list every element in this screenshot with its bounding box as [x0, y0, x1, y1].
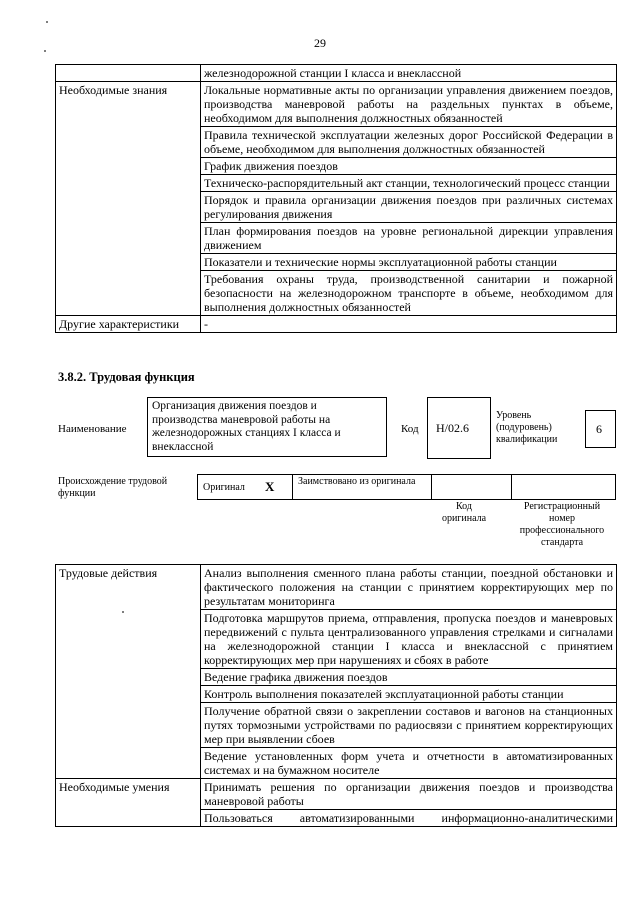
- table-row: [56, 82, 617, 127]
- row-value: Принимать решения по организации движения поездов и производства маневровой работы: [201, 779, 617, 810]
- row-value: Техническо-распорядительный акт станции, технологический процесс станции: [201, 175, 617, 192]
- reg-caption: Регистрационный номер профессионального стандарта: [519, 501, 605, 548]
- origin-divider: [511, 475, 512, 499]
- section-heading: 3.8.2. Трудовая функция: [58, 370, 195, 384]
- row-label: [56, 65, 201, 82]
- name-label: Наименование: [58, 423, 127, 435]
- row-value: Ведение графика движения поездов: [201, 669, 617, 686]
- code-caption: Код оригинала: [441, 501, 487, 524]
- origin-box: [197, 474, 616, 500]
- origin-divider: [431, 475, 432, 499]
- requirements-table-bottom: [55, 564, 617, 827]
- original-label: Оригинал: [203, 482, 245, 493]
- row-value: Локальные нормативные акты по организации управления движением поездов, производства маневровой работы на раздельных пунктах в объеме, необходимом для выполнения должностных обязанностей: [201, 82, 617, 127]
- code-box: [427, 397, 491, 459]
- scan-speck: [46, 21, 48, 23]
- row-value: железнодорожной станции I класса и внеклассной: [201, 65, 617, 82]
- row-value: Получение обратной связи о закреплении составов и вагонов на станционных путях тормозными устройствами по радиосвязи с принятием корректирующих мер при выявлении сбоев: [201, 703, 617, 748]
- code-label: Код: [401, 423, 419, 435]
- requirements-table-top: [55, 64, 617, 333]
- row-value: Показатели и технические нормы эксплуатационной работы станции: [201, 254, 617, 271]
- origin-label: Происхождение трудовой функции: [58, 476, 168, 499]
- row-label-actions: Трудовые действия: [56, 565, 201, 779]
- row-value: План формирования поездов на уровне региональной дирекции управления движением: [201, 223, 617, 254]
- origin-divider: [292, 475, 293, 499]
- row-label-other: Другие характеристики: [56, 316, 201, 333]
- row-value: -: [201, 316, 617, 333]
- original-mark: X: [265, 479, 275, 494]
- row-value: Порядок и правила организации движения поездов при различных системах регулирования движения: [201, 192, 617, 223]
- row-value: Пользоваться автоматизированными информационно-аналитическими: [201, 810, 617, 827]
- page-number: 29: [314, 36, 326, 50]
- table-row: [56, 65, 617, 82]
- table-row: [56, 316, 617, 333]
- borrowed-label: Заимствовано из оригинала: [298, 476, 416, 487]
- row-label-skills: Необходимые умения: [56, 779, 201, 827]
- row-value: Анализ выполнения сменного плана работы станции, поездной обстановки и фактического положения на станции с принятием корректирующих мер по результатам мониторинга: [201, 565, 617, 610]
- table-row: [56, 565, 617, 610]
- row-value: График движения поездов: [201, 158, 617, 175]
- row-value: Подготовка маршрутов приема, отправления, пропуска поездов и маневровых передвижений с пульта централизованного управления стрелками и сигналами на железнодорожной станции I класса и внеклассной с принятием корректирующих мер при нарушениях и сбоях в работе: [201, 610, 617, 669]
- row-value: Требования охраны труда, производственной санитарии и пожарной безопасности на железнодорожном транспорте в объеме, необходимом для выполнения должностных обязанностей: [201, 271, 617, 316]
- row-value: Правила технической эксплуатации железных дорог Российской Федерации в объеме, необходимом для выполнения должностных обязанностей: [201, 127, 617, 158]
- level-box: [585, 410, 616, 448]
- row-value: Контроль выполнения показателей эксплуатационной работы станции: [201, 686, 617, 703]
- level-label: Уровень (подуровень) квалификации: [496, 410, 558, 445]
- function-name-box: Организация движения поездов и производства маневровой работы на железнодорожных станциях I класса и внеклассной: [147, 397, 387, 457]
- level-value: 6: [596, 422, 602, 436]
- table-row: [56, 779, 617, 810]
- row-value: Ведение установленных форм учета и отчетности в автоматизированных системах и на бумажном носителе: [201, 748, 617, 779]
- code-value: H/02.6: [436, 421, 469, 435]
- row-label-knowledge: Необходимые знания: [56, 82, 201, 316]
